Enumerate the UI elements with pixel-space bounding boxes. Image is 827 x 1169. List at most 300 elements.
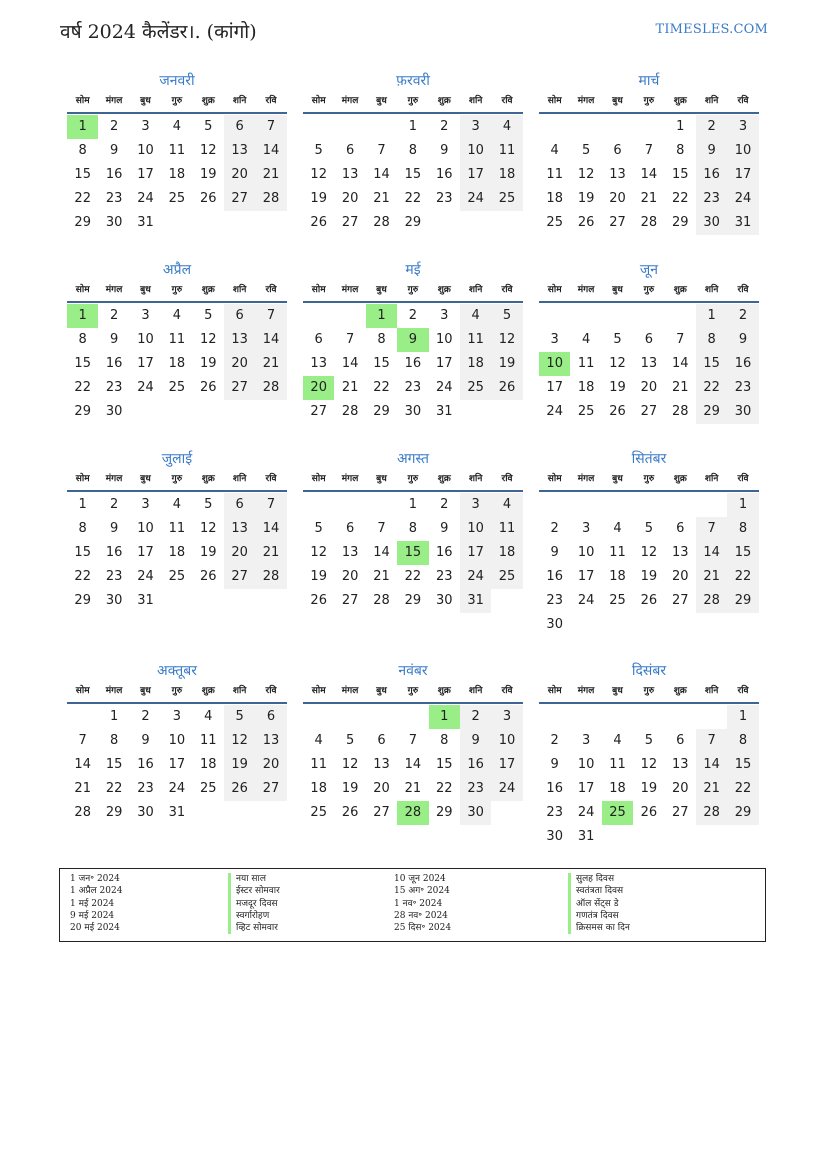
day-cell: 25 xyxy=(609,593,626,608)
day-cell: 22 xyxy=(727,777,758,801)
weekday-label: शनि xyxy=(232,96,247,106)
day-cell: 24 xyxy=(137,380,154,395)
day-cell: 10 xyxy=(137,332,154,347)
day-cell: 11 xyxy=(577,356,595,371)
legend-holiday-name: स्वतंत्रता दिवस xyxy=(568,885,630,897)
day-cell: 16 xyxy=(696,163,727,187)
day-cell: 14 xyxy=(255,517,286,541)
day-cell: 11 xyxy=(491,517,522,541)
day-cell: 20 xyxy=(224,163,255,187)
day-cell: 12 xyxy=(577,167,595,182)
day-cell: 7 xyxy=(255,304,286,328)
weekday-label: गुरु xyxy=(407,96,419,106)
day-cell: 15 xyxy=(74,545,91,560)
day-cell: 14 xyxy=(255,328,286,352)
day-cell: 29 xyxy=(727,801,758,825)
day-cell: 8 xyxy=(440,733,449,748)
weekday-label: रवि xyxy=(737,285,749,295)
day-cell: 14 xyxy=(373,545,390,560)
day-cell: 23 xyxy=(435,191,453,206)
day-cell: 8 xyxy=(78,143,87,158)
day-cell: 11 xyxy=(310,757,327,772)
weekday-label: सोम xyxy=(547,686,562,696)
day-cell: 25 xyxy=(491,565,522,589)
day-cell: 2 xyxy=(460,705,491,729)
empty-cell xyxy=(665,304,696,328)
day-cell: 18 xyxy=(460,352,491,376)
weekday-label: गुरु xyxy=(643,474,655,484)
day-grid xyxy=(303,304,523,424)
day-cell: 12 xyxy=(199,332,217,347)
day-cell: 14 xyxy=(671,356,689,371)
day-grid xyxy=(539,304,759,424)
day-cell: 27 xyxy=(671,805,689,820)
day-cell: 30 xyxy=(546,617,563,632)
day-grid xyxy=(67,304,287,424)
day-cell: 25 xyxy=(199,781,217,796)
day-cell: 2 xyxy=(727,304,758,328)
legend-holiday-name: सुलह दिवस xyxy=(568,873,630,885)
day-cell: 5 xyxy=(204,308,213,323)
month-block xyxy=(303,259,523,424)
day-cell: 22 xyxy=(404,191,422,206)
weekday-header xyxy=(539,281,759,303)
day-cell: 31 xyxy=(435,404,453,419)
day-cell: 28 xyxy=(373,215,390,230)
legend-holiday-name: क्रिसमस का दिन xyxy=(568,922,630,934)
day-cell: 20 xyxy=(671,569,689,584)
day-cell: 14 xyxy=(696,541,727,565)
day-cell: 27 xyxy=(224,376,255,400)
day-cell: 10 xyxy=(435,332,453,347)
weekday-label: मंगल xyxy=(341,285,359,295)
weekday-label: शनि xyxy=(468,285,483,295)
day-cell: 10 xyxy=(577,545,595,560)
day-cell: 3 xyxy=(550,332,559,347)
weekday-label: बुध xyxy=(612,474,623,484)
day-cell: 8 xyxy=(78,521,87,536)
day-cell: 15 xyxy=(696,352,727,376)
weekday-label: सोम xyxy=(547,96,562,106)
holiday-day-cell: 1 xyxy=(429,705,460,729)
day-cell: 20 xyxy=(341,569,359,584)
day-cell: 20 xyxy=(255,753,286,777)
site-link[interactable]: TIMESLES.COM xyxy=(655,22,768,37)
day-cell: 23 xyxy=(435,569,453,584)
day-cell: 22 xyxy=(404,569,422,584)
weekday-label: मंगल xyxy=(105,285,123,295)
day-cell: 25 xyxy=(460,376,491,400)
day-cell: 16 xyxy=(404,356,422,371)
month-name: अप्रैल xyxy=(162,262,192,278)
day-cell: 18 xyxy=(491,541,522,565)
weekday-header xyxy=(303,682,523,704)
day-cell: 26 xyxy=(609,404,626,419)
legend-holiday-name: ऑल सेंट्स डे xyxy=(568,898,630,910)
day-cell: 6 xyxy=(255,705,286,729)
day-cell: 20 xyxy=(341,191,359,206)
weekday-label: शनि xyxy=(232,285,247,295)
day-cell: 2 xyxy=(440,119,449,134)
day-cell: 4 xyxy=(613,733,622,748)
holiday-day-cell: 10 xyxy=(539,352,570,376)
day-cell: 22 xyxy=(105,781,123,796)
month-name: दिसंबर xyxy=(631,663,667,679)
weekday-label: शुक्र xyxy=(437,285,451,295)
day-cell: 25 xyxy=(168,380,186,395)
day-cell: 20 xyxy=(224,352,255,376)
day-cell: 9 xyxy=(109,143,119,158)
day-cell: 5 xyxy=(345,733,355,748)
legend-names-right xyxy=(568,873,630,934)
legend-holiday-name: नया साल xyxy=(228,873,280,885)
day-cell: 5 xyxy=(644,521,653,536)
empty-cell xyxy=(570,115,601,139)
day-cell: 19 xyxy=(640,781,658,796)
day-cell: 21 xyxy=(671,380,689,395)
weekday-label: शुक्र xyxy=(437,474,451,484)
day-cell: 17 xyxy=(491,753,522,777)
day-cell: 9 xyxy=(141,733,150,748)
day-cell: 1 xyxy=(78,497,87,512)
day-cell: 26 xyxy=(640,805,658,820)
day-cell: 13 xyxy=(373,757,390,772)
day-grid xyxy=(303,705,523,825)
day-cell: 28 xyxy=(373,593,390,608)
page-title: वर्ष 2024 कैलेंडर।. (कांगो) xyxy=(60,21,257,43)
day-cell: 7 xyxy=(377,143,386,158)
weekday-label: शुक्र xyxy=(673,474,687,484)
empty-cell xyxy=(633,493,664,517)
day-cell: 19 xyxy=(199,545,217,560)
weekday-label: मंगल xyxy=(105,686,123,696)
day-cell: 5 xyxy=(224,705,255,729)
empty-cell xyxy=(602,493,633,517)
day-cell: 18 xyxy=(168,167,186,182)
day-cell: 30 xyxy=(105,215,123,230)
weekday-label: शनि xyxy=(704,96,719,106)
weekday-label: शनि xyxy=(704,686,719,696)
month-name: मई xyxy=(405,262,421,278)
day-cell: 8 xyxy=(78,332,87,347)
holiday-day-cell: 15 xyxy=(397,541,428,565)
day-cell: 28 xyxy=(255,187,286,211)
weekday-label: मंगल xyxy=(341,96,359,106)
legend-holiday-date: 25 दिस॰ 2024 xyxy=(394,923,452,934)
day-cell: 13 xyxy=(224,139,255,163)
day-cell: 12 xyxy=(341,757,359,772)
weekday-label: बुध xyxy=(612,285,623,295)
empty-cell xyxy=(633,304,664,328)
day-cell: 29 xyxy=(105,805,123,820)
day-cell: 19 xyxy=(609,380,626,395)
weekday-label: बुध xyxy=(140,285,151,295)
legend-holiday-date: 1 अप्रैल 2024 xyxy=(70,886,123,897)
weekday-label: बुध xyxy=(376,686,387,696)
day-cell: 30 xyxy=(435,593,453,608)
weekday-label: मंगल xyxy=(341,686,359,696)
empty-cell xyxy=(366,705,397,729)
day-cell: 3 xyxy=(460,115,491,139)
day-cell: 16 xyxy=(435,545,453,560)
day-cell: 7 xyxy=(644,143,653,158)
empty-cell xyxy=(570,304,601,328)
day-grid xyxy=(67,115,287,235)
weekday-header xyxy=(67,682,287,704)
day-cell: 11 xyxy=(609,545,626,560)
day-cell: 24 xyxy=(577,593,595,608)
day-cell: 25 xyxy=(491,187,522,211)
weekday-header xyxy=(303,92,523,114)
weekday-label: शनि xyxy=(468,96,483,106)
day-cell: 2 xyxy=(109,497,119,512)
day-cell: 10 xyxy=(137,521,154,536)
day-cell: 22 xyxy=(373,380,390,395)
day-cell: 15 xyxy=(727,753,758,777)
weekday-label: शुक्र xyxy=(201,285,215,295)
day-cell: 28 xyxy=(640,215,658,230)
day-cell: 31 xyxy=(137,593,154,608)
day-cell: 21 xyxy=(74,781,91,796)
weekday-label: गुरु xyxy=(171,96,183,106)
day-cell: 14 xyxy=(341,356,359,371)
day-cell: 6 xyxy=(314,332,323,347)
day-cell: 17 xyxy=(137,545,154,560)
day-cell: 25 xyxy=(546,215,563,230)
legend-holiday-name: ईस्टर सोमवार xyxy=(228,885,280,897)
day-cell: 22 xyxy=(671,191,689,206)
day-cell: 6 xyxy=(676,521,685,536)
weekday-label: सोम xyxy=(311,686,326,696)
holiday-day-cell: 1 xyxy=(67,115,98,139)
month-name: नवंबर xyxy=(398,663,428,679)
legend-names-left xyxy=(228,873,280,934)
day-cell: 21 xyxy=(255,541,286,565)
day-cell: 22 xyxy=(696,376,727,400)
day-cell: 4 xyxy=(491,493,522,517)
day-cell: 14 xyxy=(255,139,286,163)
day-cell: 13 xyxy=(224,328,255,352)
day-cell: 26 xyxy=(310,215,327,230)
day-cell: 9 xyxy=(550,757,559,772)
day-cell: 19 xyxy=(491,352,522,376)
day-cell: 15 xyxy=(404,167,422,182)
empty-cell xyxy=(539,304,570,328)
day-cell: 11 xyxy=(491,139,522,163)
day-cell: 15 xyxy=(727,541,758,565)
day-cell: 12 xyxy=(491,328,522,352)
day-cell: 25 xyxy=(168,569,186,584)
day-cell: 24 xyxy=(435,380,453,395)
day-cell: 26 xyxy=(199,191,217,206)
month-name: जुलाई xyxy=(161,451,193,467)
day-cell: 25 xyxy=(310,805,327,820)
day-grid xyxy=(303,493,523,613)
day-cell: 7 xyxy=(255,115,286,139)
empty-cell xyxy=(539,705,570,729)
day-cell: 17 xyxy=(137,356,154,371)
day-cell: 29 xyxy=(696,400,727,424)
day-cell: 31 xyxy=(168,805,186,820)
day-cell: 2 xyxy=(109,308,119,323)
day-cell: 12 xyxy=(199,143,217,158)
day-cell: 29 xyxy=(74,404,91,419)
weekday-label: बुध xyxy=(376,474,387,484)
day-cell: 17 xyxy=(727,163,758,187)
day-cell: 27 xyxy=(640,404,658,419)
day-cell: 9 xyxy=(109,332,119,347)
day-cell: 27 xyxy=(310,404,327,419)
day-cell: 30 xyxy=(696,211,727,235)
day-cell: 1 xyxy=(408,497,417,512)
day-grid xyxy=(67,705,287,825)
day-cell: 9 xyxy=(727,328,758,352)
day-cell: 8 xyxy=(727,517,758,541)
day-cell: 23 xyxy=(546,593,563,608)
day-cell: 19 xyxy=(199,167,217,182)
weekday-label: गुरु xyxy=(171,474,183,484)
day-cell: 2 xyxy=(408,308,417,323)
month-name: फ़रवरी xyxy=(396,73,430,89)
day-cell: 8 xyxy=(727,729,758,753)
legend-dates-right xyxy=(394,873,451,934)
day-cell: 11 xyxy=(609,757,626,772)
day-cell: 26 xyxy=(640,593,658,608)
day-cell: 6 xyxy=(224,493,255,517)
day-cell: 14 xyxy=(696,753,727,777)
day-cell: 12 xyxy=(310,167,327,182)
month-name: सितंबर xyxy=(631,451,667,467)
day-cell: 19 xyxy=(199,356,217,371)
weekday-label: बुध xyxy=(376,96,387,106)
day-cell: 2 xyxy=(696,115,727,139)
day-cell: 2 xyxy=(440,497,449,512)
weekday-label: मंगल xyxy=(105,474,123,484)
day-cell: 3 xyxy=(141,308,150,323)
empty-cell xyxy=(665,493,696,517)
day-cell: 23 xyxy=(404,380,422,395)
weekday-label: गुरु xyxy=(407,686,419,696)
day-cell: 10 xyxy=(168,733,186,748)
weekday-label: सोम xyxy=(547,285,562,295)
empty-cell xyxy=(303,705,334,729)
day-cell: 11 xyxy=(168,143,186,158)
day-cell: 13 xyxy=(671,757,689,772)
day-cell: 9 xyxy=(109,521,119,536)
weekday-header xyxy=(539,92,759,114)
weekday-label: रवि xyxy=(737,686,749,696)
day-cell: 4 xyxy=(613,521,622,536)
weekday-label: सोम xyxy=(75,474,90,484)
day-cell: 8 xyxy=(408,143,417,158)
day-cell: 10 xyxy=(577,757,595,772)
day-cell: 16 xyxy=(435,167,453,182)
weekday-label: शनि xyxy=(232,686,247,696)
day-cell: 5 xyxy=(613,332,622,347)
day-cell: 23 xyxy=(727,376,758,400)
day-cell: 6 xyxy=(644,332,653,347)
weekday-label: मंगल xyxy=(577,474,595,484)
day-cell: 27 xyxy=(224,187,255,211)
day-cell: 19 xyxy=(224,753,255,777)
weekday-label: रवि xyxy=(265,96,277,106)
day-cell: 24 xyxy=(460,187,491,211)
day-cell: 28 xyxy=(696,801,727,825)
month-name: जून xyxy=(639,262,659,278)
month-block xyxy=(303,448,523,613)
day-cell: 30 xyxy=(105,593,123,608)
day-cell: 28 xyxy=(341,404,359,419)
empty-cell xyxy=(334,493,365,517)
day-cell: 22 xyxy=(435,781,453,796)
day-cell: 3 xyxy=(491,705,522,729)
day-cell: 28 xyxy=(671,404,689,419)
day-cell: 23 xyxy=(460,777,491,801)
day-cell: 29 xyxy=(435,805,453,820)
day-cell: 5 xyxy=(581,143,591,158)
day-cell: 7 xyxy=(377,521,386,536)
day-cell: 31 xyxy=(727,211,758,235)
day-cell: 4 xyxy=(172,497,181,512)
weekday-label: शुक्र xyxy=(437,686,451,696)
day-cell: 17 xyxy=(546,380,563,395)
holiday-day-cell: 28 xyxy=(397,801,428,825)
weekday-label: सोम xyxy=(75,285,90,295)
weekday-label: रवि xyxy=(737,96,749,106)
weekday-label: शुक्र xyxy=(201,686,215,696)
day-cell: 1 xyxy=(727,493,758,517)
day-cell: 6 xyxy=(224,304,255,328)
day-cell: 2 xyxy=(550,521,559,536)
day-cell: 27 xyxy=(255,777,286,801)
day-cell: 30 xyxy=(727,400,758,424)
day-cell: 24 xyxy=(137,191,154,206)
day-cell: 26 xyxy=(199,569,217,584)
day-cell: 31 xyxy=(460,589,491,613)
day-cell: 13 xyxy=(255,729,286,753)
day-cell: 20 xyxy=(609,191,626,206)
day-cell: 2 xyxy=(550,733,559,748)
day-cell: 12 xyxy=(640,757,658,772)
weekday-label: बुध xyxy=(612,686,623,696)
day-cell: 27 xyxy=(373,805,390,820)
day-cell: 7 xyxy=(696,517,727,541)
day-cell: 3 xyxy=(727,115,758,139)
day-cell: 4 xyxy=(460,304,491,328)
weekday-header xyxy=(67,470,287,492)
day-cell: 7 xyxy=(696,729,727,753)
weekday-label: बुध xyxy=(140,474,151,484)
day-cell: 4 xyxy=(550,143,559,158)
day-cell: 12 xyxy=(640,545,658,560)
weekday-label: शुक्र xyxy=(673,686,687,696)
month-block xyxy=(303,660,523,825)
day-cell: 18 xyxy=(491,163,522,187)
day-cell: 13 xyxy=(341,167,359,182)
day-cell: 7 xyxy=(408,733,417,748)
weekday-header xyxy=(67,92,287,114)
day-cell: 9 xyxy=(440,521,449,536)
day-cell: 21 xyxy=(373,191,390,206)
weekday-label: शुक्र xyxy=(201,474,215,484)
day-cell: 1 xyxy=(696,304,727,328)
weekday-label: बुध xyxy=(140,96,151,106)
day-cell: 1 xyxy=(676,119,685,134)
legend-holiday-name: गणतंत्र दिवस xyxy=(568,910,630,922)
weekday-label: गुरु xyxy=(407,474,419,484)
day-cell: 15 xyxy=(373,356,390,371)
day-cell: 4 xyxy=(581,332,591,347)
